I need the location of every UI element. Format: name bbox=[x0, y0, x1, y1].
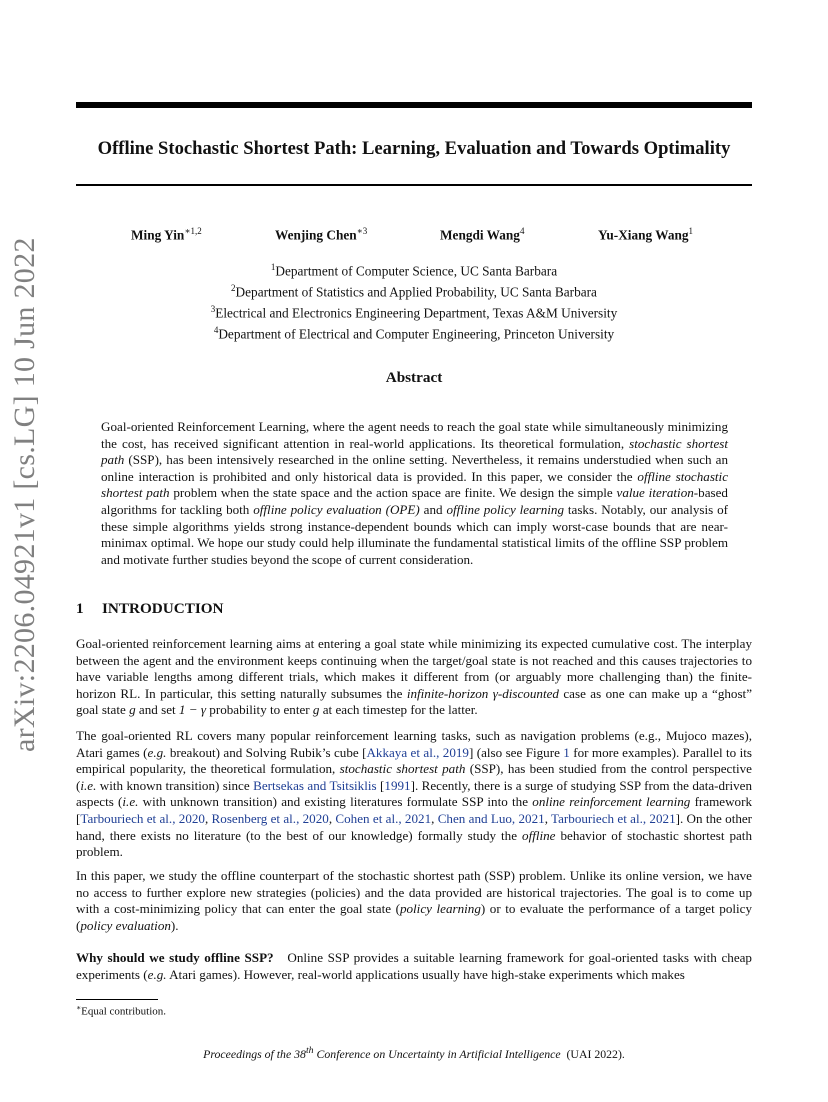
abstract-body: Goal-oriented Reinforcement Learning, where the agent needs to reach the goal state while simultaneously minimizing the cost, has received significant attention in real-world applications. Its theoretical formulation, stochastic shortest path (SSP), has been intensively researched in the online setting. Nevertheless, it remains understudied when such an online interaction is prohibited and only historical data is provided. In this paper, we consider the offline stochastic shortest path problem when the state space and the action space are finite. We design the simple value iteration-based algorithms for tackling both offline policy evaluation (OPE) and offline policy learning tasks. Notably, our analysis of these simple algorithms yields strong instance-dependent bounds which can imply worst-case bounds that are near-minimax optimal. We hope our study could help illuminate the fundamental statistical limits of the offline SSP problem and motivate further studies beyond the scope of current consideration. bbox=[101, 419, 729, 567]
citation-link[interactable]: Rosenberg et al., 2020 bbox=[211, 810, 329, 826]
citation-link[interactable]: Cohen et al., 2021 bbox=[335, 810, 432, 826]
citation-link[interactable]: Chen and Luo, 2021 bbox=[437, 810, 545, 826]
intro-paragraph-2: The goal-oriented RL covers many popular reinforcement learning tasks, such as navigation problems (e.g., Mujoco mazes), Atari games (e.g. breakout) and Solving Rubik’s cube [Akkaya et al., 2019] (also see Figure 1 for more examples). Parallel to its empirical popularity, the theoretical formulation, stochastic shortest path (SSP), has been studied from the control perspective (i.e. with known transition) since Bertsekas and Tsitsiklis [1991]. Recently, there is a surge of studying SSP from the data-driven aspects (i.e. with unknown transition) and existing literatures formulate SSP into the online reinforcement learning framework [Tarbouriech et al., 2020, Rosenberg et al., 2020, Cohen et al., 2021, Chen and Luo, 2021, Tarbouriech et al., 2021]. On the other hand, there exists no literature (to the best of our knowledge) formally study the offline behavior of stochastic shortest path problem. bbox=[76, 728, 753, 860]
intro-paragraph-1: Goal-oriented reinforcement learning aims at entering a goal state while minimizing its expected cumulative cost. The interplay between the agent and the environment keeps continuing when the target/goal state is not reached and this causes trajectories to have variable lengths among different trials, which makes it different from (or arguably more challenging than) the finite-horizon RL. In particular, this setting naturally subsumes the infinite-horizon γ-discounted case as one can make up a “ghost” goal state g and set 1 − γ probability to enter g at each timestep for the latter. bbox=[76, 636, 753, 718]
affiliation-1: $^1$Department of Computer Science, UC Santa Barbara bbox=[270, 262, 558, 279]
intro-paragraph-4: Why should we study offline SSP? Online SSP provides a suitable learning framework for goal-oriented tasks with cheap experiments (e.g. Atari games). However, real-world applications usually have high-stake experiments which makes bbox=[76, 950, 756, 982]
intro-paragraph-3: In this paper, we study the offline counterpart of the stochastic shortest path (SSP) problem. Unlike its online version, we have no access to further explore new strategies (policies) and the data provided are historical trajectories. The goal is to come up with a cost-minimizing policy that can enter the goal state (policy learning) or to evaluate the performance of a target policy (policy evaluation). bbox=[76, 868, 753, 933]
title-rule-bottom bbox=[76, 184, 752, 186]
author-3: Mengdi Wang$^4$ bbox=[440, 226, 525, 243]
proceedings-footer: Proceedings of the 38th Conference on Uncertainty in Artificial Intelligence (UAI 2022). bbox=[203, 1045, 625, 1061]
figure-link[interactable]: 1 bbox=[563, 744, 570, 760]
author-2: Wenjing Chen$^{∗3}$ bbox=[275, 226, 368, 243]
paragraph-heading: Why should we study offline SSP? bbox=[76, 950, 274, 965]
citation-link[interactable]: Tarbouriech et al., 2021 bbox=[551, 810, 676, 826]
footnote-rule bbox=[76, 999, 158, 1000]
citation-link[interactable]: Bertsekas and Tsitsiklis bbox=[253, 777, 377, 793]
footnote: ∗Equal contribution. bbox=[76, 1003, 167, 1018]
author-4: Yu-Xiang Wang$^1$ bbox=[598, 226, 694, 243]
arxiv-stamp: arXiv:2206.04921v1 [cs.LG] 10 Jun 2022 bbox=[8, 237, 41, 752]
author-1: Ming Yin$^{∗1,2}$ bbox=[131, 226, 202, 243]
citation-link[interactable]: 1991 bbox=[384, 777, 411, 793]
title-rule-top bbox=[76, 102, 752, 108]
affiliation-3: $^3$Electrical and Electronics Engineering Department, Texas A&M University bbox=[210, 303, 618, 321]
paper-title: Offline Stochastic Shortest Path: Learning, Evaluation and Towards Optimality bbox=[97, 138, 731, 159]
section-heading-introduction: 1 INTRODUCTION bbox=[76, 600, 224, 617]
abstract-heading: Abstract bbox=[385, 369, 443, 386]
affiliation-2: $^2$Department of Statistics and Applied Probability, UC Santa Barbara bbox=[231, 282, 597, 300]
citation-link[interactable]: Akkaya et al., 2019 bbox=[366, 744, 469, 760]
citation-link[interactable]: Tarbouriech et al., 2020 bbox=[80, 810, 205, 826]
affiliations bbox=[76, 259, 752, 343]
affiliation-4: $^4$Department of Electrical and Computer Engineering, Princeton University bbox=[213, 324, 615, 342]
